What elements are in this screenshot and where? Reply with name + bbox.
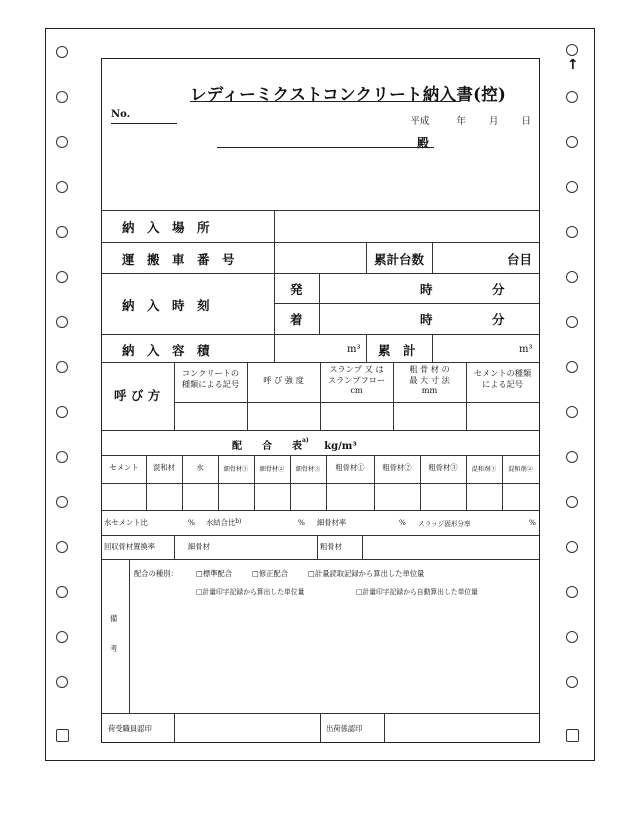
header-line: コンクリートの: [181, 368, 240, 378]
rule: [102, 242, 539, 243]
rule: [274, 210, 275, 362]
designation-label: 呼 び 方: [114, 388, 161, 403]
fine-ratio-label: 細骨材率: [317, 518, 347, 527]
rule: [102, 430, 539, 431]
opt-corrected[interactable]: □修正配合: [252, 569, 289, 578]
feed-hole: [566, 631, 578, 643]
title-underline: [190, 101, 460, 102]
feed-hole: [56, 271, 68, 283]
header-line: mm: [421, 385, 438, 395]
mix-header: 混和剤②: [508, 466, 533, 473]
date-month: 月: [488, 116, 499, 127]
header-line: 種類による記号: [181, 379, 240, 389]
feed-hole: [566, 271, 578, 283]
rule: [102, 483, 539, 484]
depart-hour: 時: [420, 282, 433, 297]
feed-hole: [566, 451, 578, 463]
rule: [102, 455, 539, 456]
rule: [102, 535, 539, 536]
feed-hole: [56, 181, 68, 193]
rule: [174, 402, 539, 403]
header-line: スランプフロー: [327, 374, 386, 385]
note-b: b): [235, 518, 242, 525]
feed-hole: [566, 676, 578, 688]
feed-hole: [566, 586, 578, 598]
feed-hole: [56, 496, 68, 508]
strength-header: 呼 び 強 度: [263, 375, 304, 385]
opt-auto[interactable]: □計量印字記録から自動算出した単位量: [356, 588, 478, 596]
delivery-time-label: 納 入 時 刻: [122, 298, 210, 313]
feed-hole: [56, 406, 68, 418]
feed-hole: [56, 136, 68, 148]
cement-type-header: [466, 368, 539, 390]
mix-header: 粗骨材②: [382, 463, 412, 472]
count-unit: 台目: [507, 252, 533, 267]
slump-header: [320, 364, 393, 396]
cumulative-count-label: 累計台数: [374, 252, 425, 267]
rule: [432, 334, 433, 362]
feed-hole: [566, 496, 578, 508]
feed-hole: [56, 541, 68, 553]
feed-hole: [56, 226, 68, 238]
feed-hole: [56, 91, 68, 103]
header-line: セメントの種類: [473, 368, 532, 378]
rule: [102, 559, 539, 560]
shipper-seal-label: 出荷係認印: [326, 724, 363, 733]
feed-hole: [566, 316, 578, 328]
sludge-label: スラッジ固形分率: [418, 520, 471, 528]
rule: [317, 535, 318, 559]
depart-label: 発: [290, 282, 303, 297]
feed-hole: [566, 91, 578, 103]
delivery-place-label: 納 入 場 所: [122, 220, 210, 235]
volume-unit: m³: [347, 344, 361, 355]
recycled-label: 回収骨材置換率: [104, 542, 156, 551]
date-era: 平成: [410, 116, 430, 127]
rule: [129, 559, 130, 713]
vehicle-no-label: 運 搬 車 番 号: [122, 252, 235, 267]
cumulative-label: 累 計: [378, 343, 416, 358]
feed-hole: [566, 44, 578, 56]
feed-hole: [56, 451, 68, 463]
aggregate-size-header: [393, 364, 466, 396]
rule: [102, 273, 539, 274]
arrive-minute: 分: [492, 312, 505, 327]
sludge-pct: %: [529, 518, 536, 527]
feed-hole-square: [566, 729, 579, 742]
mix-header: 細骨材②: [259, 466, 285, 473]
feed-hole: [566, 406, 578, 418]
depart-minute: 分: [492, 282, 505, 297]
rule: [384, 713, 385, 743]
remarks-label-2: 考: [110, 644, 118, 653]
rule: [102, 334, 539, 335]
recipient-suffix: 殿: [417, 136, 430, 150]
feed-hole: [566, 361, 578, 373]
mix-unit: kg/m³: [324, 441, 357, 452]
feed-hole-square: [56, 729, 69, 742]
mix-header: 粗骨材③: [428, 463, 458, 472]
wb-text: 水結合比: [206, 518, 236, 527]
concrete-type-header: [174, 368, 247, 390]
rule: [366, 334, 367, 362]
arrow-up-icon: ↑: [567, 57, 579, 73]
feed-hole: [566, 226, 578, 238]
form-title: レディーミクストコンクリート納入書(控): [190, 85, 507, 104]
rule: [366, 242, 367, 273]
recipient-field[interactable]: [217, 147, 434, 148]
feed-hole: [566, 136, 578, 148]
mix-type-label: 配合の種別：: [134, 569, 178, 578]
header-line: cm: [350, 385, 363, 395]
mix-header: 混和材: [153, 463, 175, 472]
feed-hole: [566, 181, 578, 193]
feed-hole: [566, 541, 578, 553]
rule: [174, 713, 175, 743]
rule: [319, 273, 320, 334]
feed-hole: [56, 586, 68, 598]
number-label: No.: [111, 109, 131, 120]
arrive-hour: 時: [420, 312, 433, 327]
feed-hole: [56, 316, 68, 328]
rule: [274, 303, 539, 304]
rule: [247, 362, 248, 430]
volume-label: 納 入 容 積: [122, 343, 210, 358]
mix-header: セメント: [109, 463, 139, 472]
mix-header: 細骨材①: [223, 466, 249, 473]
feed-hole: [56, 361, 68, 373]
rule: [432, 242, 433, 273]
opt-reading[interactable]: □計量読取記録から算出した単位量: [308, 569, 425, 578]
wb-ratio-label: [206, 518, 241, 528]
header-line: による記号: [482, 379, 523, 389]
wb-pct: %: [298, 518, 305, 527]
feed-hole: [56, 631, 68, 643]
arrive-label: 着: [290, 312, 303, 327]
receiver-seal-label: 荷受職員認印: [108, 724, 152, 733]
cumulative-unit: m³: [519, 344, 533, 355]
opt-print[interactable]: □計量印字記録から算出した単位量: [196, 588, 305, 596]
fine-pct: %: [399, 518, 406, 527]
mix-table-title: [232, 437, 357, 452]
date-line: [396, 113, 531, 127]
wc-pct: %: [188, 518, 195, 527]
rule: [102, 510, 539, 511]
header-line: スランプ 又 は: [329, 364, 384, 374]
rule: [102, 210, 539, 211]
rule: [362, 535, 363, 559]
opt-standard[interactable]: □標準配合: [196, 569, 233, 578]
header-line: 最 大 寸 法: [409, 374, 450, 385]
wc-ratio-label: 水セメント比: [104, 518, 148, 527]
delivery-form: [101, 58, 540, 743]
mix-header: 細骨材③: [295, 466, 321, 473]
mix-title-text: 配 合 表: [232, 441, 302, 452]
mix-header: 水: [196, 463, 204, 472]
note-a: a): [302, 437, 309, 444]
recycled-coarse: 粗骨材: [320, 542, 342, 551]
mix-header: 粗骨材①: [335, 463, 365, 472]
recycled-fine: 細骨材: [188, 542, 210, 551]
mix-header: 混和剤①: [471, 466, 497, 473]
rule: [320, 713, 321, 743]
date-year: 年: [456, 116, 466, 127]
rule: [174, 535, 175, 559]
number-field[interactable]: [111, 123, 177, 124]
remarks-label-1: 備: [110, 614, 118, 623]
feed-hole: [56, 676, 68, 688]
date-day: 日: [521, 116, 531, 127]
header-line: 粗 骨 材 の: [409, 364, 450, 374]
feed-hole: [56, 46, 68, 58]
